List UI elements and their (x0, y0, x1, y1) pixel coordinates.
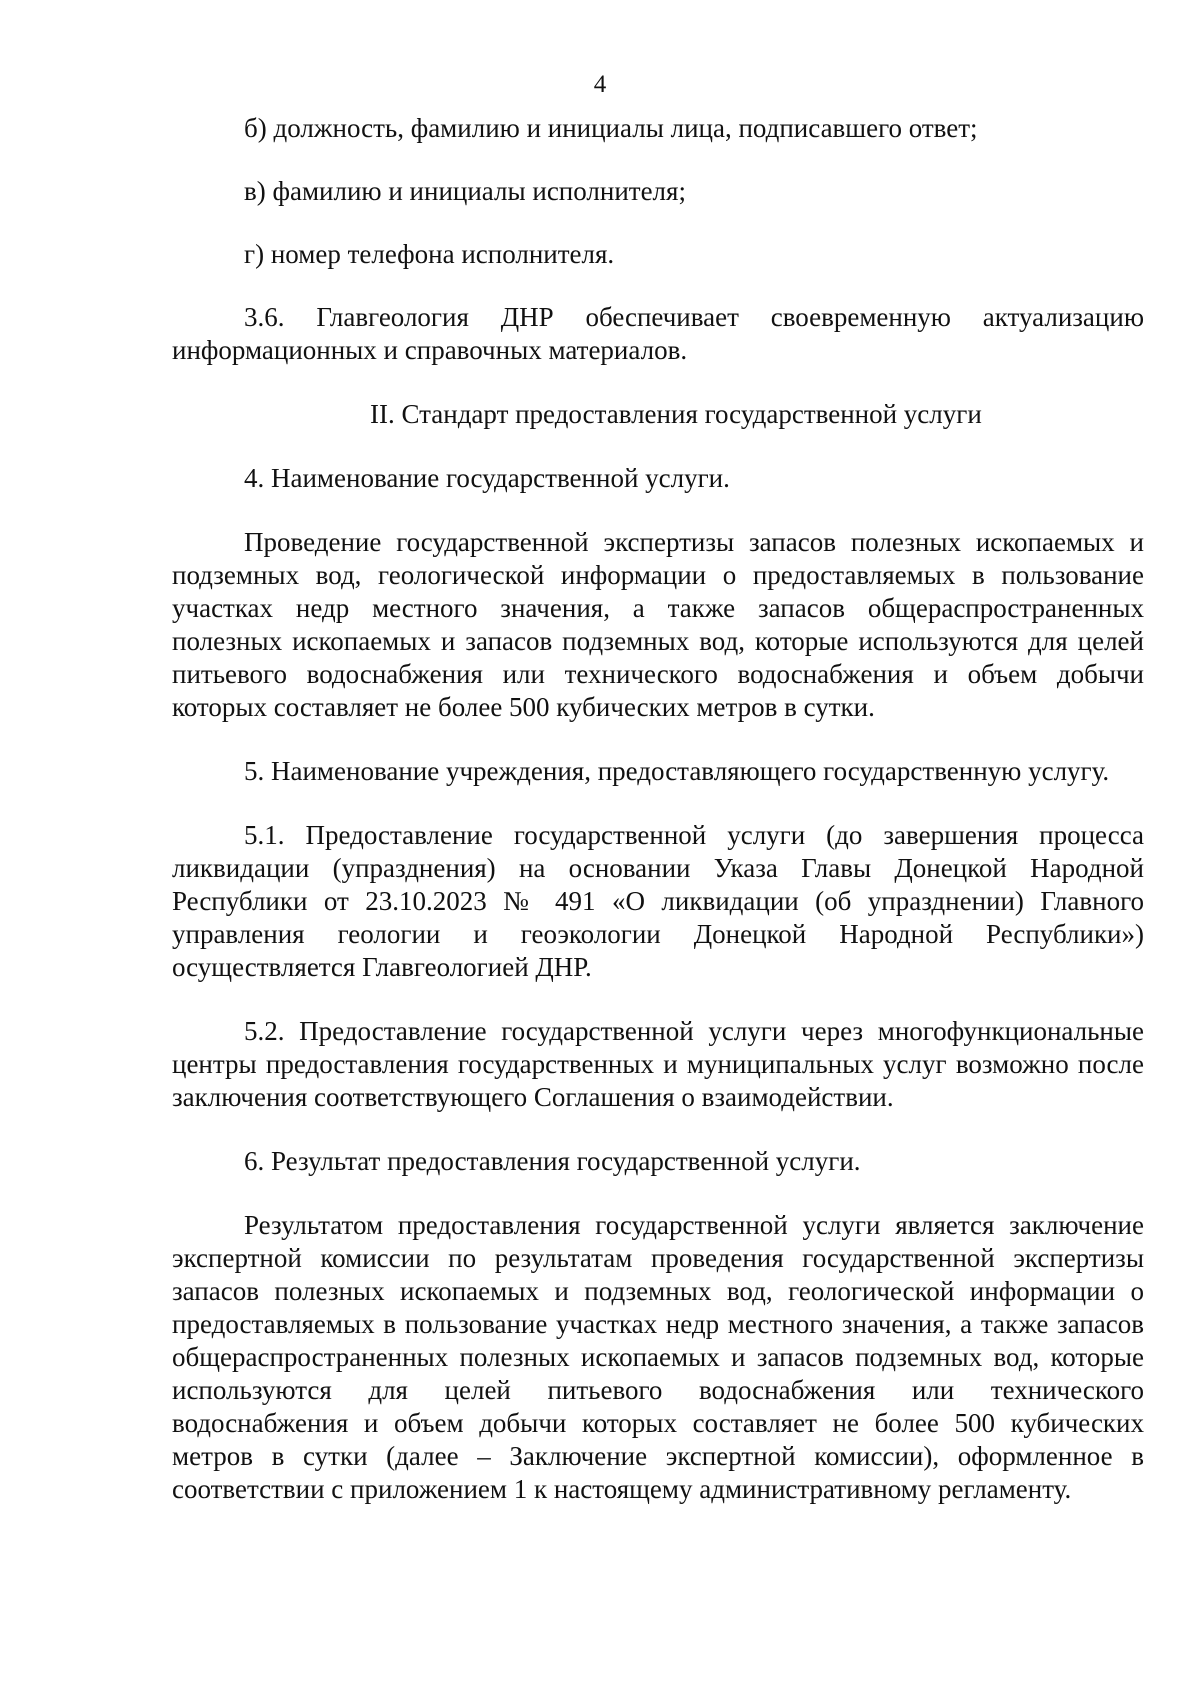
paragraph-result: Результатом предоставления государственной услуги является заключение экспертной комиссии по результатам проведения государственной экспертизы запасов полезных ископаемых и подземных вод, геологической информации о предоставляемых в пользование участках недр местного значения, а также запасов общераспространенных полезных ископаемых и запасов подземных вод, которые используются для целей питьевого водоснабжения или технического водоснабжения и объем добычи которых составляет не более 500 кубических метров в сутки (далее – Заключение экспертной комиссии), оформленное в соответствии с приложением 1 к настоящему административному регламенту. (172, 1210, 1144, 1504)
paragraph-service-name: Проведение государственной экспертизы запасов полезных ископаемых и подземных вод, геологической информации о предоставляемых в пользование участках недр местного значения, а также запасов общераспространенных полезных ископаемых и запасов подземных вод, которые используются для целей питьевого водоснабжения или технического водоснабжения и объем добычи которых составляет не более 500 кубических метров в сутки. (172, 527, 1144, 722)
paragraph-5-1: 5.1. Предоставление государственной услуги (до завершения процесса ликвидации (упразднения) на основании Указа Главы Донецкой Народной Республики от 23.10.2023 № 491 «О ликвидации (об упразднении) Главного управления геологии и геоэкологии Донецкой Народной Республики») осуществляется Главгеологией ДНР. (172, 820, 1144, 982)
document-body (172, 112, 1144, 1537)
paragraph-item-v: в) фамилию и инициалы исполнителя; (244, 176, 686, 206)
paragraph-4: 4. Наименование государственной услуги. (244, 463, 730, 493)
paragraph-5-2: 5.2. Предоставление государственной услуги через многофункциональные центры предоставления государственных и муниципальных услуг возможно после заключения соответствующего Соглашения о взаимодействии. (172, 1016, 1144, 1112)
paragraph-3-6: 3.6. Главгеология ДНР обеспечивает своевременную актуализацию информационных и справочных материалов. (172, 302, 1144, 365)
paragraph-5: 5. Наименование учреждения, предоставляющего государственную услугу. (244, 756, 1110, 786)
paragraph-item-b: б) должность, фамилию и инициалы лица, подписавшего ответ; (244, 113, 978, 143)
section-heading: II. Стандарт предоставления государственной услуги (370, 399, 982, 429)
paragraph-6: 6. Результат предоставления государственной услуги. (244, 1146, 861, 1176)
page-number: 4 (593, 71, 607, 98)
paragraph-item-g: г) номер телефона исполнителя. (244, 239, 615, 269)
